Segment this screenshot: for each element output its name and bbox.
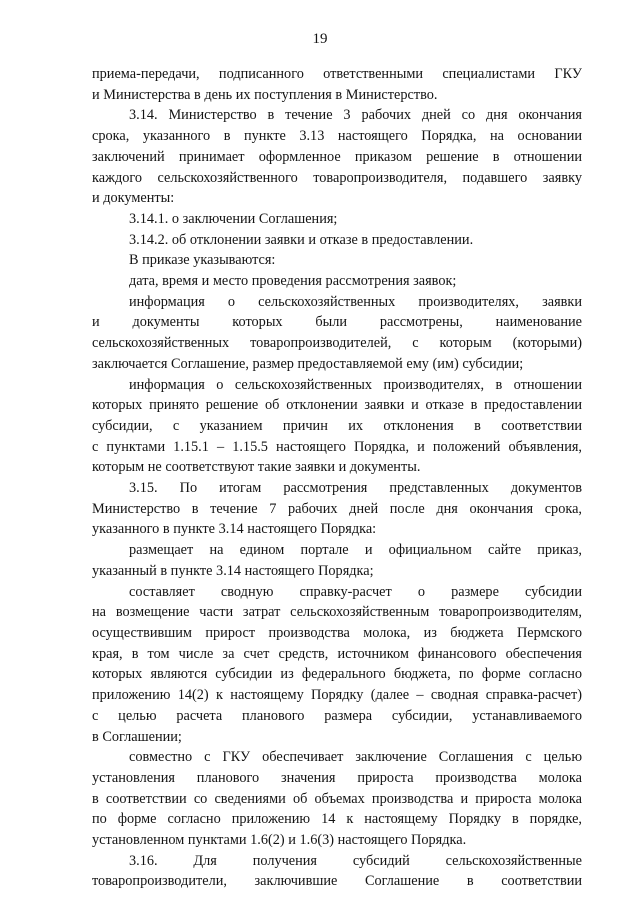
text-line: субсидии, с указанием причин их отклонения в соответствии — [92, 417, 582, 434]
text-line: на возмещение части затрат сельскохозяйственным товаропроизводителям, — [92, 604, 582, 621]
text-line: приложению 14(2) к настоящему Порядку (далее – сводная справка-расчет) — [92, 687, 582, 704]
text-line: каждого сельскохозяйственного товаропроизводителя, подавшего заявку — [92, 169, 582, 186]
text-line: размещает на едином портале и официальном сайте приказ, — [129, 542, 582, 559]
text-line: В приказе указываются: — [129, 252, 276, 269]
text-line: указанного в пункте 3.14 настоящего Порядка: — [92, 521, 377, 538]
text-line: приема-передачи, подписанного ответственными специалистами ГКУ — [92, 66, 582, 82]
text-line: края, в том числе за счет средств, источником финансового обеспечения — [92, 645, 582, 662]
text-line: товаропроизводители, заключившие Соглашение в соответствии — [92, 873, 582, 890]
text-line: и Министерства в день их поступления в Министерство. — [92, 86, 438, 103]
text-line: в Соглашении; — [92, 728, 182, 745]
text-line: по форме согласно приложению 14 к настоящему Порядку в порядке, — [92, 811, 582, 828]
text-line: и документы которых были рассмотрены, наименование — [92, 314, 582, 331]
text-line: которых принято решение об отклонении заявки и отказе в предоставлении — [92, 397, 582, 414]
text-line: которым не соответствуют такие заявки и документы. — [92, 459, 421, 476]
text-line: в соответствии со сведениями об объемах производства и прироста молока — [92, 790, 582, 807]
text-line: заключений принимает оформленное приказом решение в отношении — [92, 148, 582, 165]
text-line: 3.15. По итогам рассмотрения представленных документов — [129, 480, 582, 497]
text-line: с целью расчета планового размера субсидии, устанавливаемого — [92, 707, 582, 724]
text-line: заключается Соглашение, размер предоставляемой ему (им) субсидии; — [92, 355, 524, 372]
text-line: информация о сельскохозяйственных производителях, заявки — [129, 293, 582, 310]
text-line: информация о сельскохозяйственных производителях, в отношении — [129, 376, 582, 393]
text-line: совместно с ГКУ обеспечивает заключение Соглашения с целью — [129, 749, 582, 766]
text-line: и документы: — [92, 190, 175, 207]
text-line: срока, указанного в пункте 3.13 настоящего Порядка, на основании — [92, 128, 582, 145]
text-line: сельскохозяйственных товаропроизводителей, с которым (которыми) — [92, 335, 582, 352]
text-line: Министерство в течение 7 рабочих дней после дня окончания срока, — [92, 500, 582, 517]
text-line: указанный в пункте 3.14 настоящего Порядка; — [92, 562, 374, 579]
text-line: 3.16. Для получения субсидий сельскохозяйственные — [129, 852, 582, 869]
text-line: с пунктами 1.15.1 – 1.15.5 настоящего Порядка, и положений объявления, — [92, 438, 582, 455]
text-line: осуществившим прирост производства молока, из бюджета Пермского — [92, 624, 582, 641]
text-line: установленном пунктами 1.6(2) и 1.6(3) настоящего Порядка. — [92, 832, 467, 849]
page-number: 19 — [312, 31, 328, 47]
text-line: 3.14.2. об отклонении заявки и отказе в предоставлении. — [129, 231, 474, 248]
text-line: которых являются субсидии из федерального бюджета, по форме согласно — [92, 666, 582, 683]
text-line: 3.14.1. о заключении Соглашения; — [129, 210, 338, 227]
text-line: установления планового значения прироста производства молока — [92, 769, 582, 786]
text-line: дата, время и место проведения рассмотрения заявок; — [129, 273, 457, 290]
document-body — [92, 64, 582, 892]
text-line: составляет сводную справку-расчет о размере субсидии — [129, 583, 582, 600]
text-line: 3.14. Министерство в течение 3 рабочих дней со дня окончания — [129, 107, 582, 124]
